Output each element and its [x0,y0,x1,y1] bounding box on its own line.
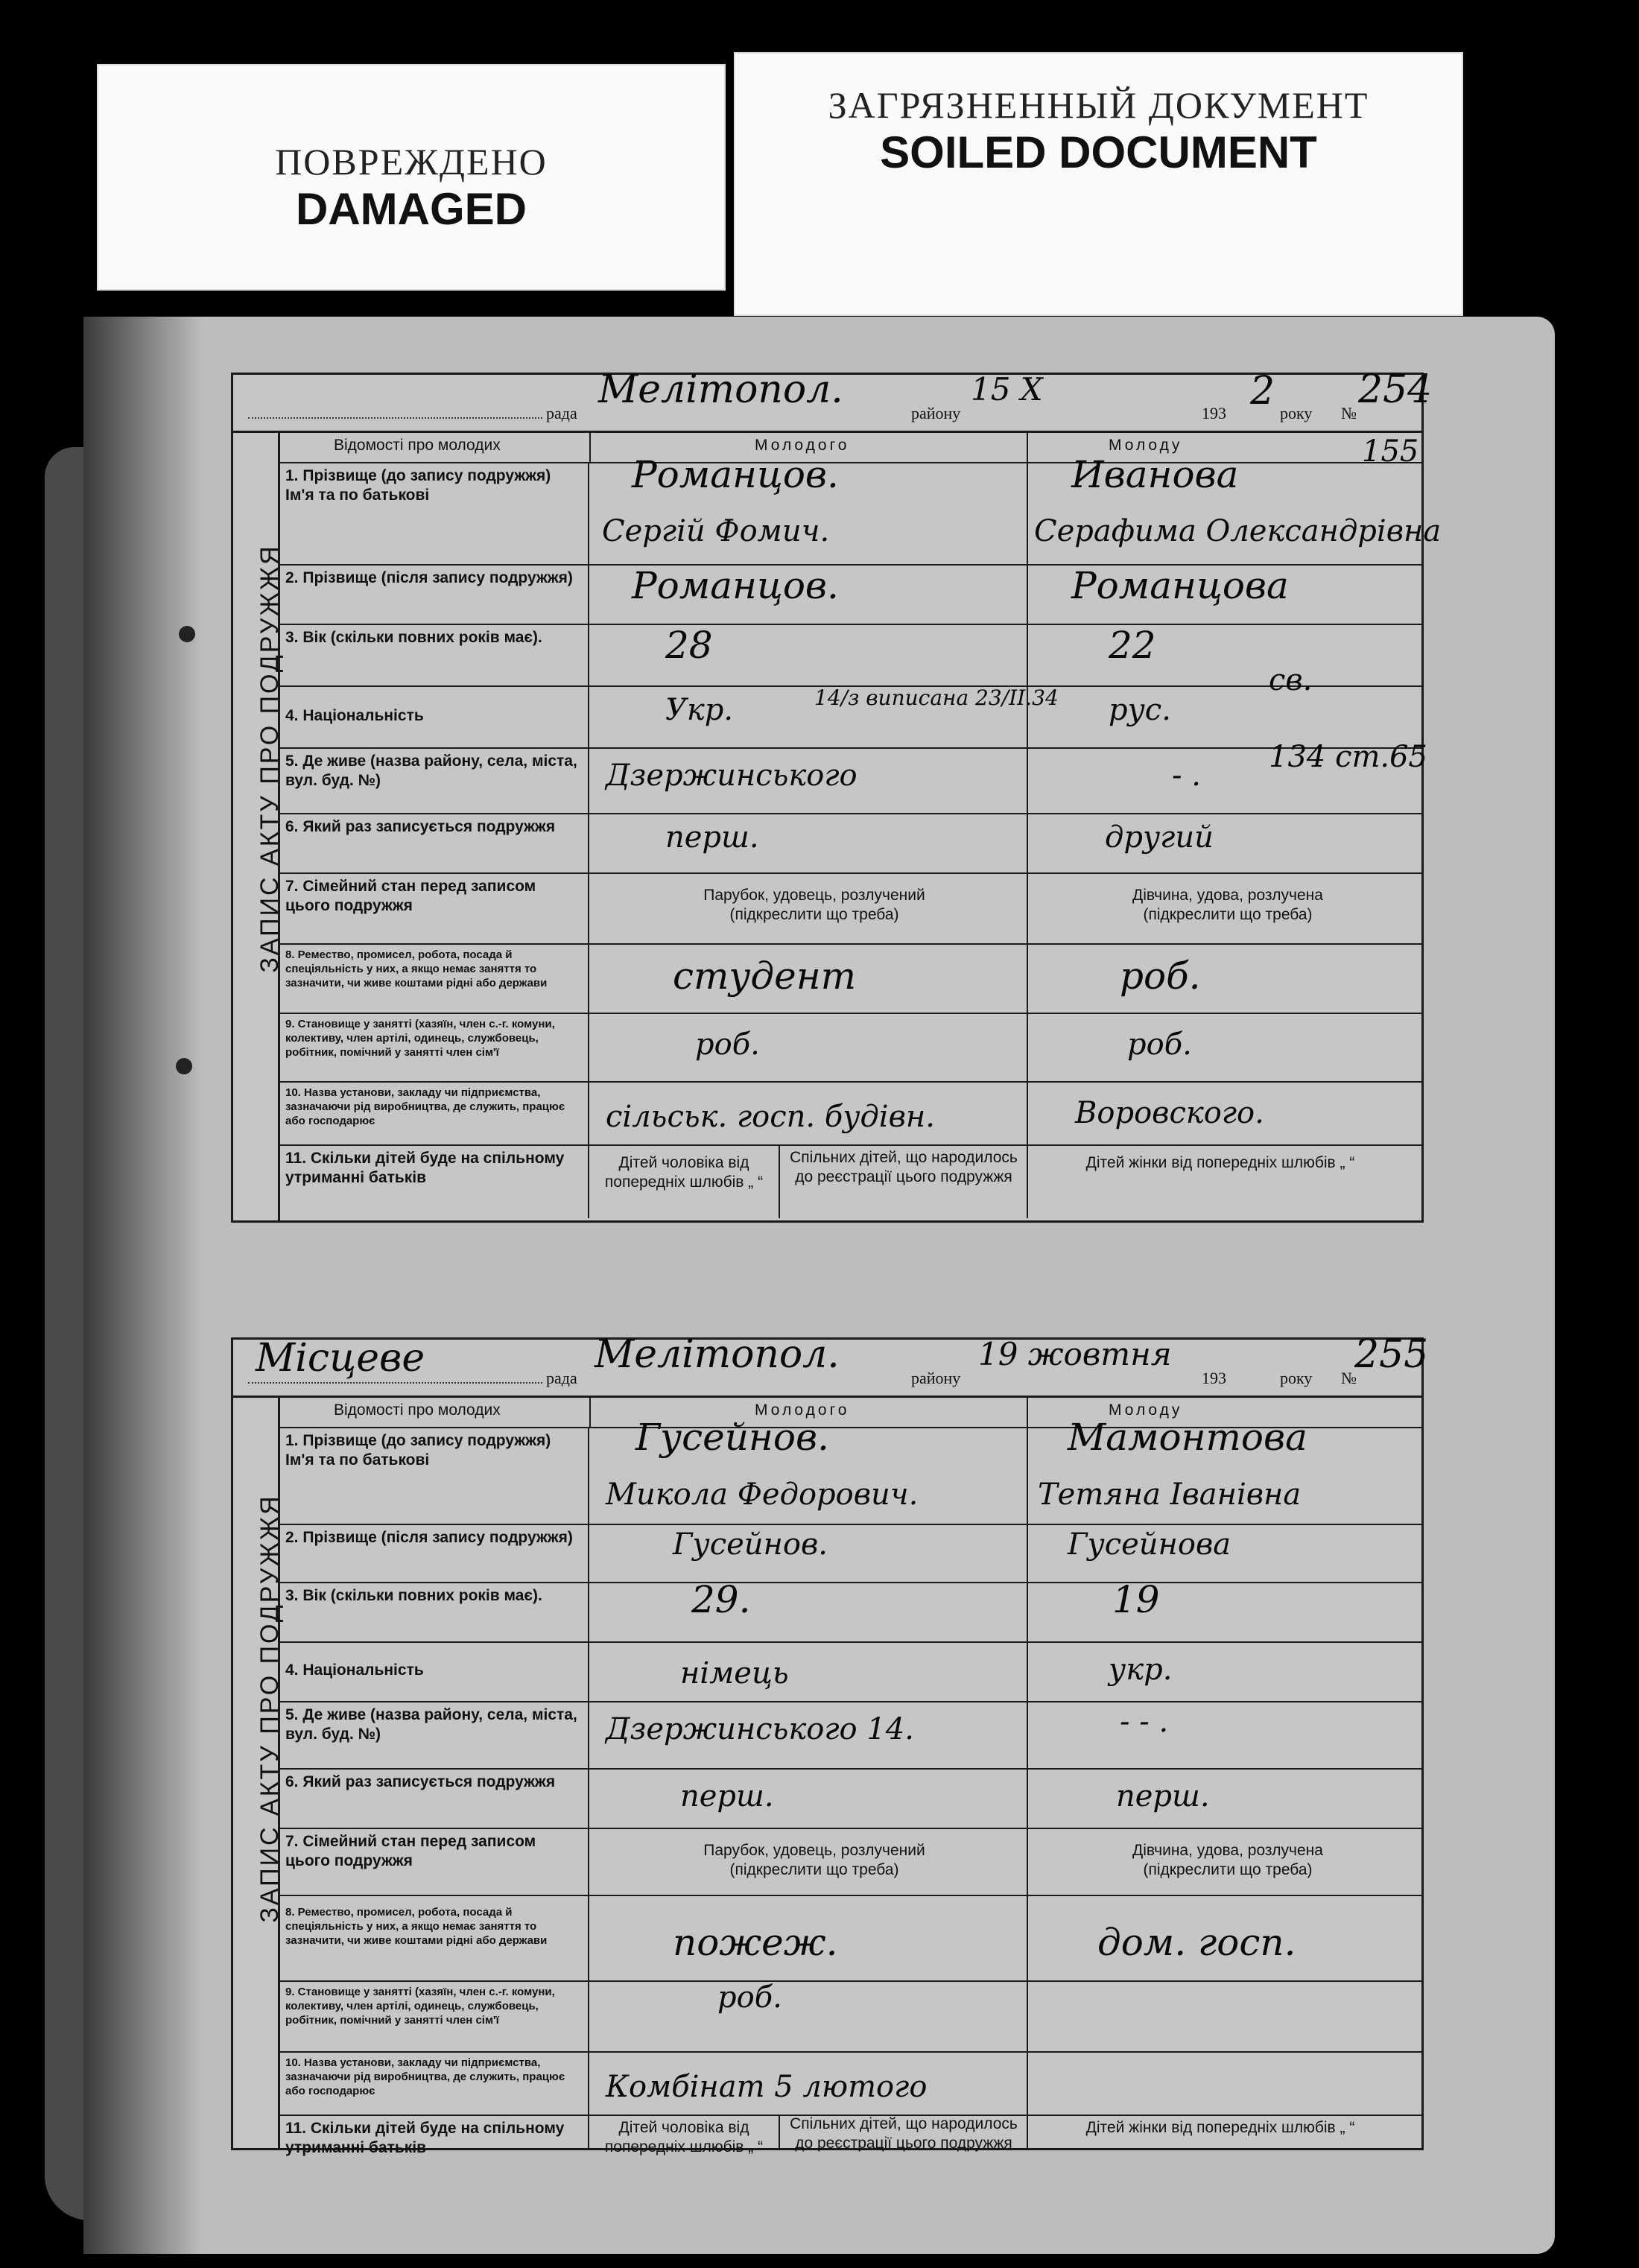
roku-label: року [1280,1369,1313,1387]
column-divider [1027,1582,1028,1641]
row-surname-after [278,1524,1421,1583]
underline [248,417,542,419]
vertical-band [233,431,284,1220]
column-divider [1027,564,1028,624]
row-times [278,1768,1421,1829]
children-bride-label: Дітей жінки від попередніх шлюбів „ “ [1085,2119,1355,2136]
bride-surname-after: Гусейнова [1068,1527,1231,1562]
row-occupation [278,943,1421,1014]
row-label: 6. Який раз записується подружжя [278,813,589,872]
record-number-handwritten: 254 [1358,367,1433,412]
row-nationality [278,1641,1421,1702]
children-groom-label: Дітей чоловіка від попередніх шлюбів „ “ [604,1154,764,1191]
row-times [278,813,1421,874]
column-divider [1027,624,1028,685]
row-label: 2. Прізвище (після запису подружжя) [278,1524,589,1582]
soiled-label-en: SOILED DOCUMENT [880,127,1317,177]
column-divider [1027,1828,1028,1895]
column-divider [589,1396,591,1427]
groom-occupation: пожеж. [673,1921,838,1964]
bride-nationality: рус. [1109,693,1171,727]
row-children [278,2115,1421,2156]
children-bride-label: Дітей жінки від попередніх шлюбів „ “ [1085,1154,1355,1171]
children-groom-label: Дітей чоловіка від попередніх шлюбів „ “ [604,2119,764,2155]
vertical-band [233,1396,284,2148]
number-label: № [1341,1369,1357,1387]
groom-position: роб. [717,1980,782,2015]
row-label: 3. Вік (скільки повних років має). [278,624,589,685]
marriage-record-1 [231,367,1442,1223]
row-label: 2. Прізвище (після запису подружжя) [278,564,589,624]
col-groom-label: Молодого [755,437,850,454]
underline [248,1382,542,1384]
binding-hole [176,1058,192,1074]
groom-position: роб. [695,1027,760,1062]
groom-times: перш. [680,1779,774,1814]
row-label: 8. Ремество, промисел, робота, посада й спеціяльність у них, а якщо немає заняття то зазначити, чи живе коштами рідні або держави [278,1895,589,1980]
groom-surname: Гусейнов. [635,1416,829,1459]
row-position [278,1980,1421,2053]
groom-nationality: німець [680,1656,789,1691]
rada-label: рада [546,1369,577,1387]
row-status [278,872,1421,945]
row-label: 4. Національність [278,1641,589,1701]
column-divider [1027,943,1028,1013]
row-occupation [278,1895,1421,1982]
roku-label: року [1280,404,1313,422]
groom-name: Сергій Фомич. [602,514,830,548]
column-divider [1027,1895,1028,1980]
row-nationality [278,663,1421,749]
side-note: св. [1269,663,1313,697]
groom-times: перш. [665,820,759,855]
groom-age: 29. [691,1578,751,1621]
row-label: 1. Прізвище (до запису подружжя) Ім'я та по батькові [278,1427,589,1524]
column-divider [1027,1144,1028,1218]
record-header [233,1332,1429,1398]
row-label: 3. Вік (скільки повних років має). [278,1582,589,1641]
groom-address: Дзержинського 14. [606,1712,914,1746]
row-age [278,1578,1421,1643]
col-bride-label: Молоду [1109,1401,1183,1419]
column-divider [1027,1701,1028,1768]
year-suffix-handwritten: 2 [1250,369,1275,414]
groom-nationality: Укр. [665,693,734,727]
row-label: 5. Де живе (назва району, села, міста, вул. буд. №) [278,1701,589,1768]
row-label: 4. Національність [278,685,589,747]
column-divider [1027,1396,1028,1427]
column-divider [1027,872,1028,943]
col-groom-label: Молодого [755,1401,850,1419]
bride-workplace: Воровского. [1075,1096,1264,1130]
groom-status-options: Парубок, удовець, розлучений (підкреслити що треба) [703,887,925,923]
row-label: 9. Становище у занятті (хазяїн, член с.-г. комуни, колективу, член артілі, одинець, службовець, робітник, помічний у занятті член сім'ї [278,1980,589,2051]
row-label: 9. Становище у занятті (хазяїн, член с.-г. комуни, колективу, член артілі, одинець, службовець, робітник, помічний у занятті член сім'ї [278,1013,589,1081]
row-children [278,1144,1421,1218]
bride-name: Серафима Олександрівна [1034,514,1442,548]
column-divider [779,1144,780,1218]
bride-address: - . [1172,758,1201,793]
extra-number-handwritten: 155 [1362,434,1419,469]
row-label: 7. Сімейний стан перед записом цього подружжя [278,1828,589,1895]
column-divider [1027,1641,1028,1701]
column-divider [1027,2115,1028,2148]
bride-surname-after: Романцова [1071,564,1289,607]
groom-age: 28 [665,624,713,667]
bride-nationality: укр. [1109,1653,1173,1687]
row-label: 10. Назва установи, закладу чи підприємства, зазначаючи рід виробництва, де служить, працює або господарює [278,2051,589,2115]
soiled-label-ru: ЗАГРЯЗНЕННЫЙ ДОКУМЕНТ [828,84,1369,126]
binding-hole [179,626,195,642]
row-surname-before [278,453,1442,566]
vertical-title: ЗАПИС АКТУ ПРО ПОДРУЖЖЯ [256,544,284,973]
bride-position: роб. [1127,1027,1192,1062]
children-common-label: Спільних дітей, що народилось до реєстрації цього подружжя [790,1149,1018,1185]
row-status [278,1828,1421,1896]
bride-age: 22 [1109,624,1156,667]
damaged-label-ru: ПОВРЕЖДЕНО [275,141,548,183]
marriage-record-2 [231,1332,1429,2156]
column-divider [1027,462,1028,564]
rada-label: рада [546,404,577,422]
column-divider [1027,1768,1028,1828]
bride-address: - - . [1120,1705,1169,1739]
raion-handwritten: Мелітопол. [598,367,843,412]
column-divider [589,431,591,462]
soiled-label-card [734,52,1463,316]
binding-shadow [83,317,203,2254]
column-divider [1027,431,1028,462]
column-divider [1027,1427,1028,1524]
groom-workplace: Комбінат 5 лютого [606,2070,928,2104]
column-header [278,431,1421,463]
groom-status-options: Парубок, удовець, розлучений (підкреслити що треба) [703,1842,925,1878]
groom-surname-after: Романцов. [632,564,839,607]
groom-workplace: сільськ. госп. будівн. [606,1100,935,1134]
column-divider [1027,2051,1028,2115]
groom-address: Дзержинського [606,758,857,793]
col-info-label: Відомості про молодих [334,1401,501,1419]
column-divider [1027,1081,1028,1144]
row-surname-before [278,1416,1421,1525]
damaged-label-card [97,64,726,291]
damaged-label-en: DAMAGED [296,184,527,234]
row-label: 11. Скільки дітей буде на спільному утриманні батьків [278,2115,589,2148]
column-divider [1027,1013,1028,1081]
children-common-label: Спільних дітей, що народилось до реєстрації цього подружжя [790,2115,1018,2152]
col-bride-label: Молоду [1109,437,1183,454]
year-label: 193 [1202,1369,1226,1387]
row-label: 8. Ремество, промисел, робота, посада й спеціяльність у них, а якщо немає заняття то зазначити, чи живе коштами рідні або держави [278,943,589,1013]
row-position [278,1013,1421,1083]
record-header [233,367,1433,433]
raion-label: району [911,404,961,422]
year-label: 193 [1202,404,1226,422]
raion-handwritten: Мелітопол. [595,1332,840,1377]
groom-occupation: студент [673,954,857,998]
row-label: 7. Сімейний стан перед записом цього подружжя [278,872,589,943]
date-handwritten: 15 Х [971,371,1043,408]
bride-times: другий [1105,820,1214,855]
vertical-title: ЗАПИС АКТУ ПРО ПОДРУЖЖЯ [256,1494,284,1923]
groom-name: Микола Федорович. [606,1477,919,1512]
column-divider [1027,1980,1028,2051]
row-address [278,1701,1421,1770]
groom-surname-after: Гусейнов. [673,1527,828,1562]
date-handwritten: 19 жовтня [978,1336,1172,1372]
bride-occupation: дом. госп. [1097,1921,1296,1964]
bride-times: перш. [1116,1779,1210,1814]
row-label: 10. Назва установи, закладу чи підприємства, зазначаючи рід виробництва, де служить, працює або господарює [278,1081,589,1144]
groom-surname: Романцов. [632,453,839,496]
bride-surname: Иванова [1071,453,1239,496]
row-surname-after [278,564,1421,625]
bride-occupation: роб. [1120,954,1201,998]
raion-label: району [911,1369,961,1387]
row-label: 5. Де живе (назва району, села, міста, вул. буд. №) [278,747,589,813]
col-info-label: Відомості про молодих [334,437,501,454]
margin-note: 14/з виписана 23/ІІ.34 [814,685,1059,710]
row-label: 6. Який раз записується подружжя [278,1768,589,1828]
number-label: № [1341,404,1357,422]
bride-age: 19 [1112,1578,1160,1621]
column-divider [779,2115,780,2148]
bride-surname: Мамонтова [1068,1416,1307,1459]
column-divider [1027,747,1028,813]
bride-status-options: Дівчина, удова, розлучена (підкреслити що треба) [1132,1842,1323,1878]
row-workplace [278,2051,1421,2116]
record-number-handwritten: 255 [1354,1332,1429,1377]
column-divider [1027,1524,1028,1582]
side-note: 134 ст.65 [1269,740,1428,774]
column-divider [1027,813,1028,872]
row-workplace [278,1081,1421,1146]
row-address [278,740,1428,814]
row-label: 1. Прізвище (до запису подружжя) Ім'я та по батькові [278,462,589,564]
row-age [278,624,1421,687]
bride-status-options: Дівчина, удова, розлучена (підкреслити що треба) [1132,887,1323,923]
place-handwritten: Місцеве [256,1336,425,1381]
row-label: 11. Скільки дітей буде на спільному утриманні батьків [278,1144,589,1218]
bride-name: Тетяна Іванівна [1038,1477,1302,1512]
